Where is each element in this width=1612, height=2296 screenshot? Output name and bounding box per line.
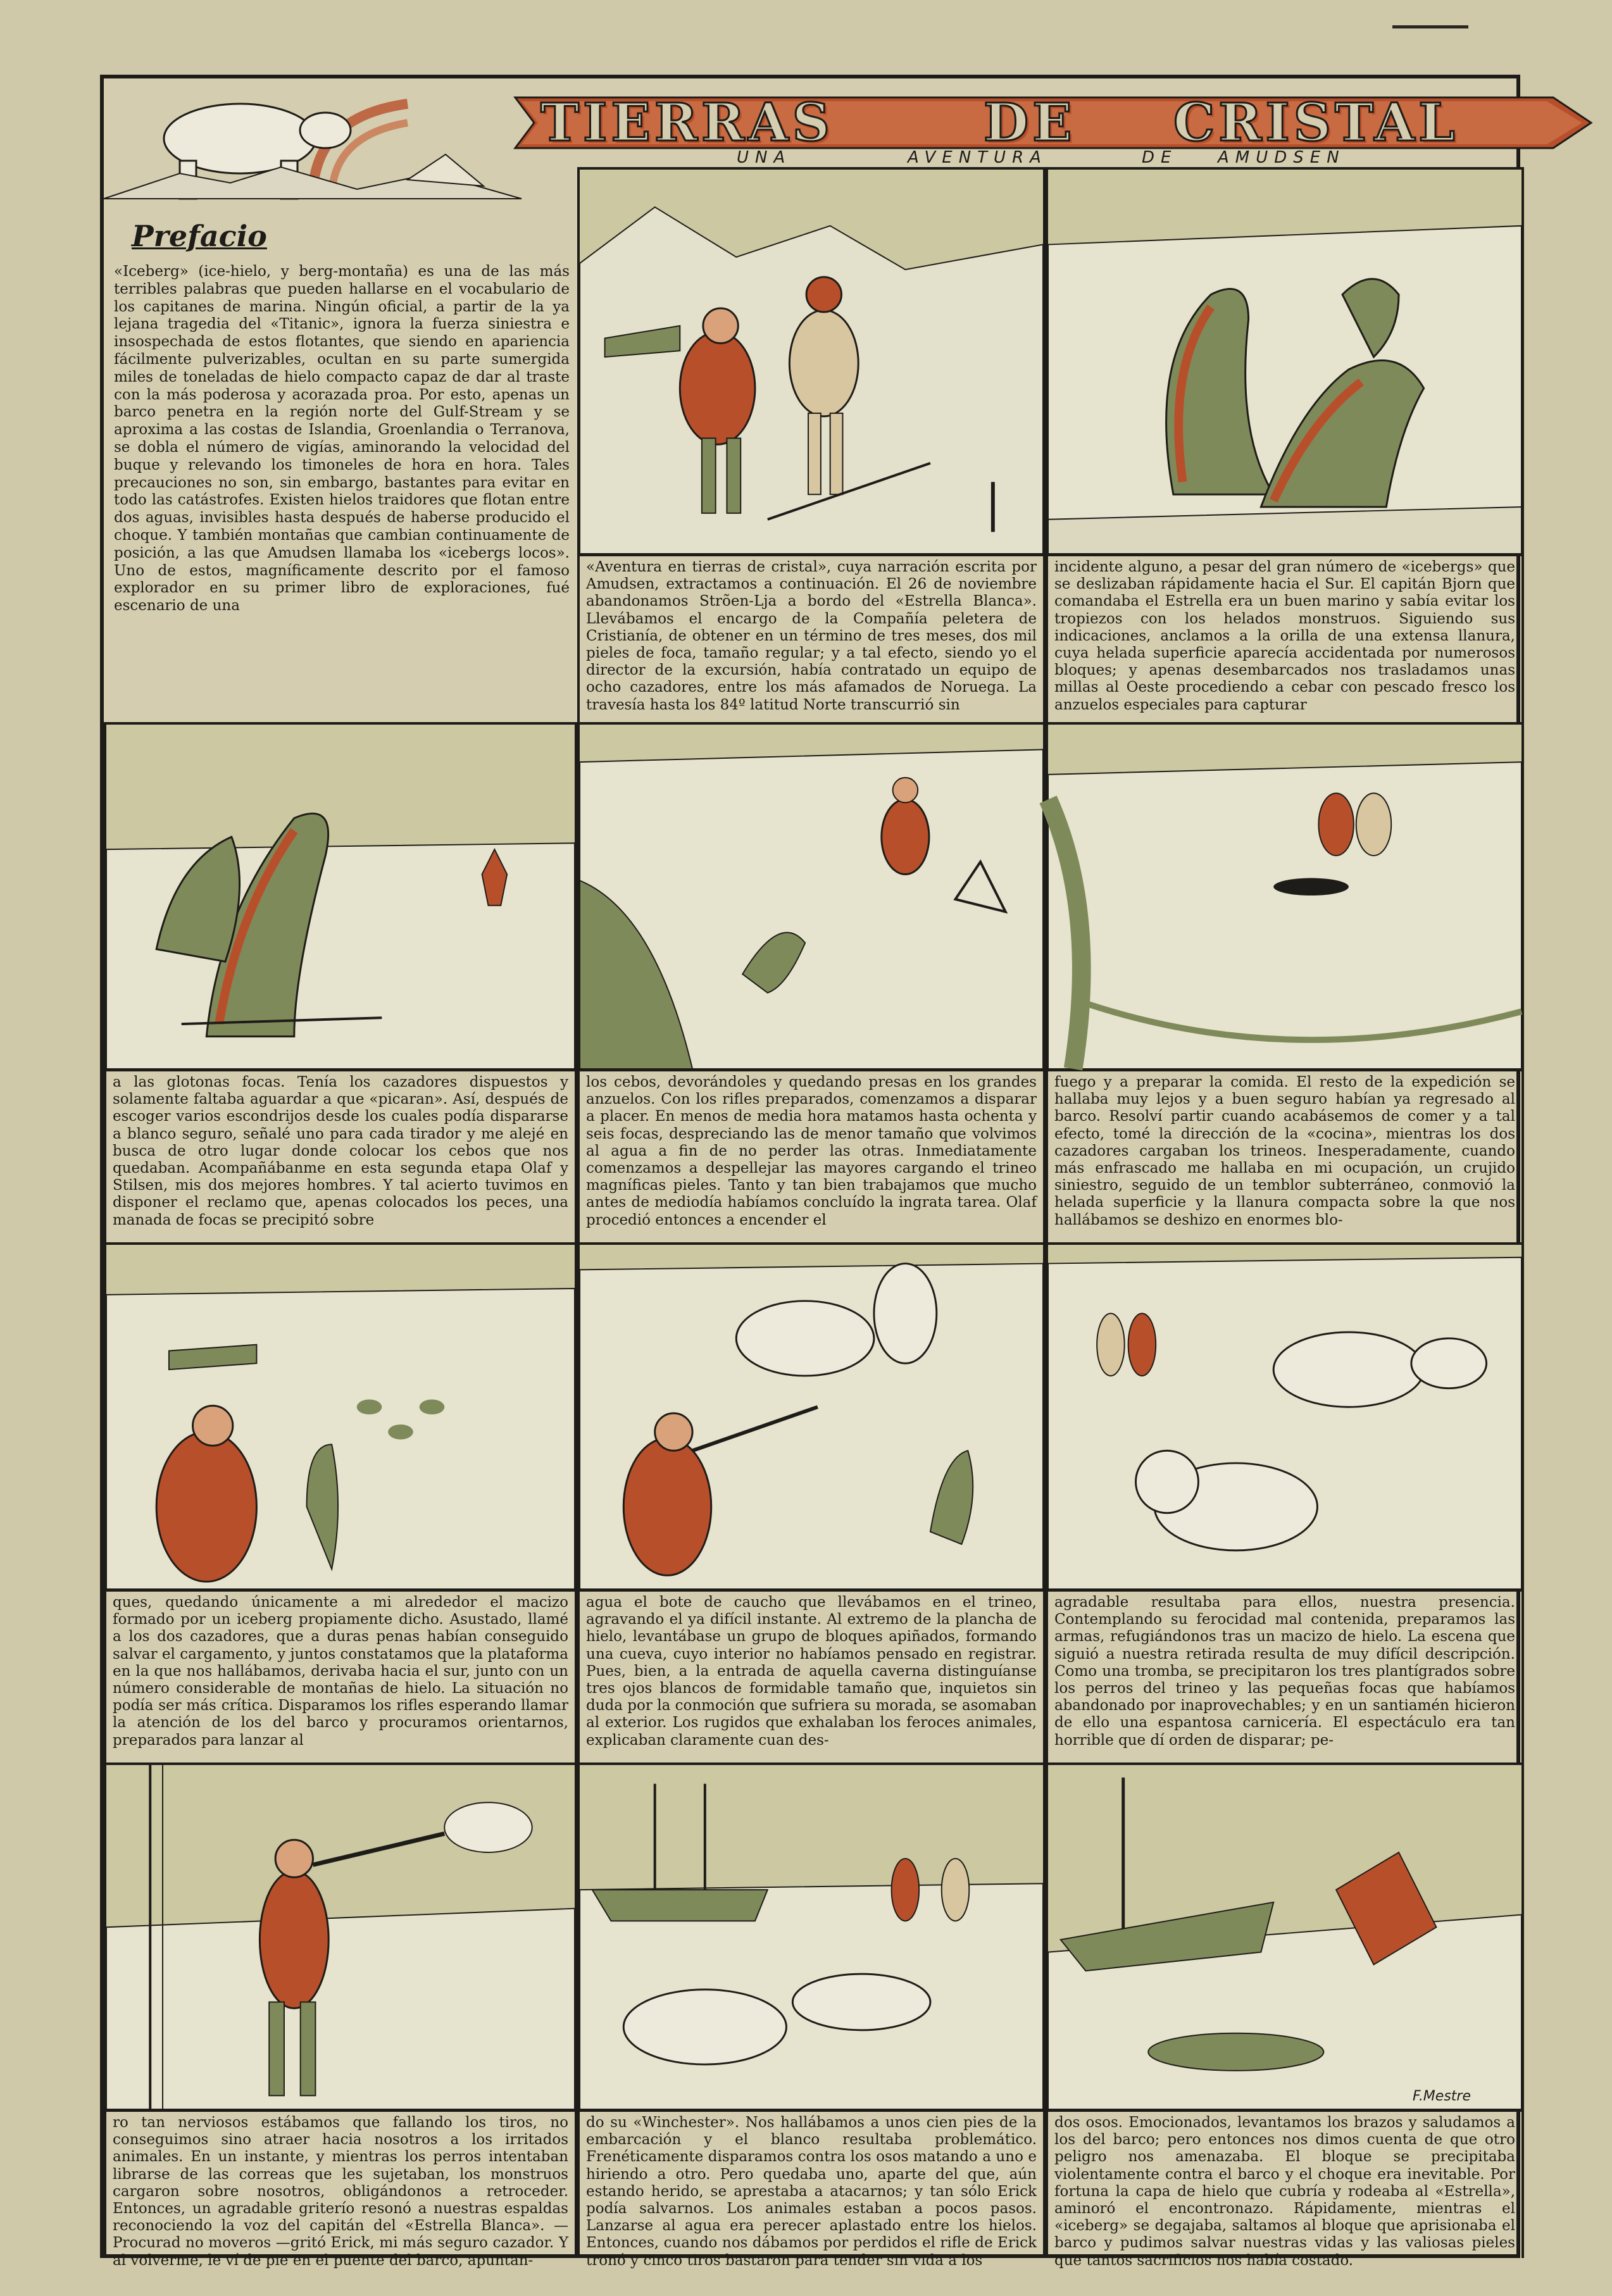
text-r1c2: «Aventura en tierras de cristal», cuya narración escrita por Amudsen, extractamos a continuación. El 26 de noviembre abandonamos Strõen-Lja a bordo del «Estrella Blanca». Llevábamos el encargo de la Compañía peletera de Cristianía, de obtener en un término de tres meses, dos mil pieles de foca, tamaño regular; y a tal efecto, siendo yo el director de la excursión, había contratado un equipo de ocho cazadores, entre los más afamados de Noruega. La travesía hasta los 84º latitud Norte transcurrió sin (577, 556, 1046, 722)
header-illustration (104, 78, 522, 205)
text-r4c1: ro tan nerviosos estábamos que fallando los tiros, no conseguimos sino atraer hacia nosotros a los irritados animales. En un instante, y mientras los perros intentaban librarse de las correas que les sujetaban, los monstruos cargaron sobre nosotros, obligándonos a retroceder. Entonces, un agradable griterío resonó a nuestras espaldas reconociendo la voz del capitán del «Estrella Blanca». —Procurad no moveros —gritó Erick, mi más seguro cazador. Y al volverme, le ví de pie en el puente del barco, apuntan- (104, 2112, 577, 2258)
panel-4-hunters-cliff (577, 722, 1046, 1071)
panel-2-sea-lions (1046, 167, 1524, 556)
panel-6-dog-sled (104, 1242, 577, 1592)
title-word-1: TIERRAS (540, 92, 834, 153)
text-r1c3: incidente alguno, a pesar del gran número de «icebergs» que se deslizaban rápidamente hacia el Sur. El capitán Bjorn que comandaba el Estrella era un buen marino y sabía evitar los tropiezos con los helados monstruos. Siguiendo sus indicaciones, anclamos a la orilla de una extensa llanura, cuya helada superficie aparecía accidentada por numerosos bloques; y apenas desembarcados nos trasladamos unas millas al Oeste procediendo a cebar con pescado fresco los anzuelos especiales para capturar (1046, 556, 1524, 722)
panel-11-escape (1046, 1763, 1524, 2112)
artist-signature: F.Mestre (1413, 2088, 1471, 2104)
panel-8-polar-bears (1046, 1242, 1524, 1592)
rifleman-illustration (106, 1765, 575, 2109)
title-word-3: CRISTAL (1173, 92, 1459, 153)
seals-hunters-illustration (106, 725, 575, 1069)
panel-1-explorers-sled (577, 167, 1046, 556)
ship-bears-illustration (580, 1765, 1043, 2109)
escape-illustration (1048, 1765, 1521, 2109)
polar-bear-illustration (104, 78, 522, 205)
subtitle-word-1: UNA (737, 148, 792, 167)
text-r3c2: agua el bote de caucho que llevábamos en el trineo, agravando el ya difícil instante. Al extremo de la plancha de hielo, levantábase un grupo de bloques apiñados, formando una cueva, cuyo interior no habíamos pensado en registrar. Pues, bien, a la entrada de aquella caverna distinguíanse tres ojos blancos de formidable tamaño que, inquietos sin duda por la conmoción que sufriera su morada, se asomaban al exterior. Los rugidos que exhalaban los feroces animales, explicaban claramente cuan des- (577, 1592, 1046, 1763)
bear-attack-illustration (580, 1245, 1043, 1589)
top-rule (1392, 25, 1468, 28)
sea-lions-illustration (1048, 170, 1521, 554)
panel-7-bear-attack (577, 1242, 1046, 1592)
panel-9-rifleman (104, 1763, 577, 2112)
ice-field-illustration (1048, 725, 1521, 1069)
prefacio-label: Prefacio (132, 219, 267, 253)
text-r2c2: los cebos, devorándoles y quedando presas en los grandes anzuelos. Con los rifles preparados, comenzamos a disparar a placer. En menos de media hora matamos hasta ochenta y seis focas, despreciando las de menor tamaño que volvimos al agua a fin de no perder las otras. Inmediatamente comenzamos a despellejar las mayores cargando el trineo magníficas pieles. Tanto y tan bien trabajamos que mucho antes de mediodía habíamos concluído la ingrata tarea. Olaf procedió entonces a encender el (577, 1071, 1046, 1242)
prefacio-text: «Iceberg» (ice-hielo, y berg-montaña) es una de las más terribles palabras que pueden hallarse en el vocabulario de los capitanes de marina. Ningún oficial, a partir de la ya lejana tragedia del «Titanic», ignora la fuerza siniestra e insospechada de estos flotantes, que siendo en apariencia fácilmente pulverizables, ocultan en su parte sumergida miles de toneladas de hielo compacto capaz de dar al traste con la más poderosa y acorazada proa. Por esto, apenas un barco penetra en la región norte del Gulf-Stream y se aproxima a las costas de Islandia, Groenlandia o Terranova, se dobla el número de vigías, aminorando la velocidad del buque y relevando los timoneles de hora en hora. Tales precauciones no son, sin embargo, bastantes para evitar en todo las catástrofes. Existen hielos traidores que flotan entre dos aguas, invisibles hasta después de haberse producido el choque. Y también montañas que cambian continuamente de posición, a las que Amudsen llamaba los «icebergs locos». Uno de estos, magníficamente descrito por el famoso explorador en su primer libro de exploraciones, fué escenario de una (114, 263, 570, 615)
subtitle-word-3: DE (1142, 148, 1178, 167)
subtitle-word-4: AMUDSEN (1218, 148, 1346, 167)
text-r3c3: agradable resultaba para ellos, nuestra presencia. Contemplando su ferocidad mal contenida, preparamos las armas, refugiándonos tras un macizo de hielo. La escena que siguió a nuestra retirada resulta de muy difícil descripción. Como una tromba, se precipitaron los tres plantígrados sobre los perros del trineo y las pequeñas focas que habíamos abandonado por inaprovechables; y en un santiamén hicieron de ello una espantosa carnicería. El espectáculo era tan horrible que dí orden de disparar; pe- (1046, 1592, 1524, 1763)
text-r3c1: ques, quedando únicamente a mi alrededor el macizo formado por un iceberg propiamente dicho. Asustado, llamé a los dos cazadores, que a duras penas habían conseguido salvar el cargamento, y juntos constatamos que la plataforma en la que nos hallábamos, derivaba hacia el sur, junto con un número considerable de montañas de hielo. La situación no podía ser más crítica. Disparamos los rifles esperando llamar la atención de los del barco y procuramos orientarnos, preparados para lanzar al (104, 1592, 577, 1763)
panel-10-ship-bears (577, 1763, 1046, 2112)
explorers-sled-illustration (580, 170, 1043, 554)
dog-sled-illustration (106, 1245, 575, 1589)
subtitle-word-2: AVENTURA (908, 148, 1047, 167)
panel-3-seals-hunters (104, 722, 577, 1071)
panel-5-ice-field (1046, 722, 1524, 1071)
hunters-cliff-illustration (580, 725, 1043, 1069)
polar-bears-illustration (1048, 1245, 1521, 1589)
text-r2c1: a las glotonas focas. Tenía los cazadores dispuestos y solamente faltaba aguardar a que «picaran». Así, después de escoger varios escondrijos desde los cuales podía dispararse a blanco seguro, señalé uno para cada tirador y me alejé en busca de otro lugar donde colocar los cebos que nos quedaban. Acompañábanme en esta segunda etapa Olaf y Stilsen, mis dos mejores hombres. Y tal acierto tuvimos en disponer el reclamo que, apenas colocados los peces, una manada de focas se precipitó sobre (104, 1071, 577, 1242)
title-banner (515, 85, 1604, 162)
text-r2c3: fuego y a preparar la comida. El resto de la expedición se hallaba muy lejos y a buen seguro habían ya regresado al barco. Resolví partir cuando acabásemos de comer y a tal efecto, tomé la dirección de la «cocina», mientras los dos cazadores cargaban los trineos. Inesperadamente, cuando más enfrascado me hallaba en mi ocupación, un crujido siniestro, seguido de un temblor subterráneo, conmovió la helada superficie y la llanura compacta sobre la que nos hallábamos se deshizo en enormes blo- (1046, 1071, 1524, 1242)
text-r4c2: do su «Winchester». Nos hallábamos a unos cien pies de la embarcación y el blanco resultaba problemático. Frenéticamente disparamos contra los osos matando a uno e hiriendo a otro. Pero quedaba uno, aparte del que, aún estando herido, se aprestaba a atacarnos; y tan sólo Erick podía salvarnos. Los animales estaban a pocos pasos. Lanzarse al agua era perecer aplastado entre los hielos. Entonces, cuando nos dábamos por perdidos el rifle de Erick tronó y cinco tiros bastaron para tender sin vida a los (577, 2112, 1046, 2258)
text-r4c3: dos osos. Emocionados, levantamos los brazos y saludamos a los del barco; pero entonces nos dimos cuenta de que otro peligro nos amenazaba. El bloque se precipitaba violentamente contra el barco y el choque era inevitable. Por fortuna la capa de hielo que cubría y rodeaba al «Estrella», aminoró el encontronazo. Rápidamente, mientras el «iceberg» se degajaba, saltamos al bloque que aprisionaba el barco y pudimos salvar nuestras vidas y las valiosas pieles que tantos sacrificios nos había costado. (1046, 2112, 1524, 2258)
comic-sheet (100, 75, 1520, 2269)
title-word-2: DE (984, 92, 1076, 153)
